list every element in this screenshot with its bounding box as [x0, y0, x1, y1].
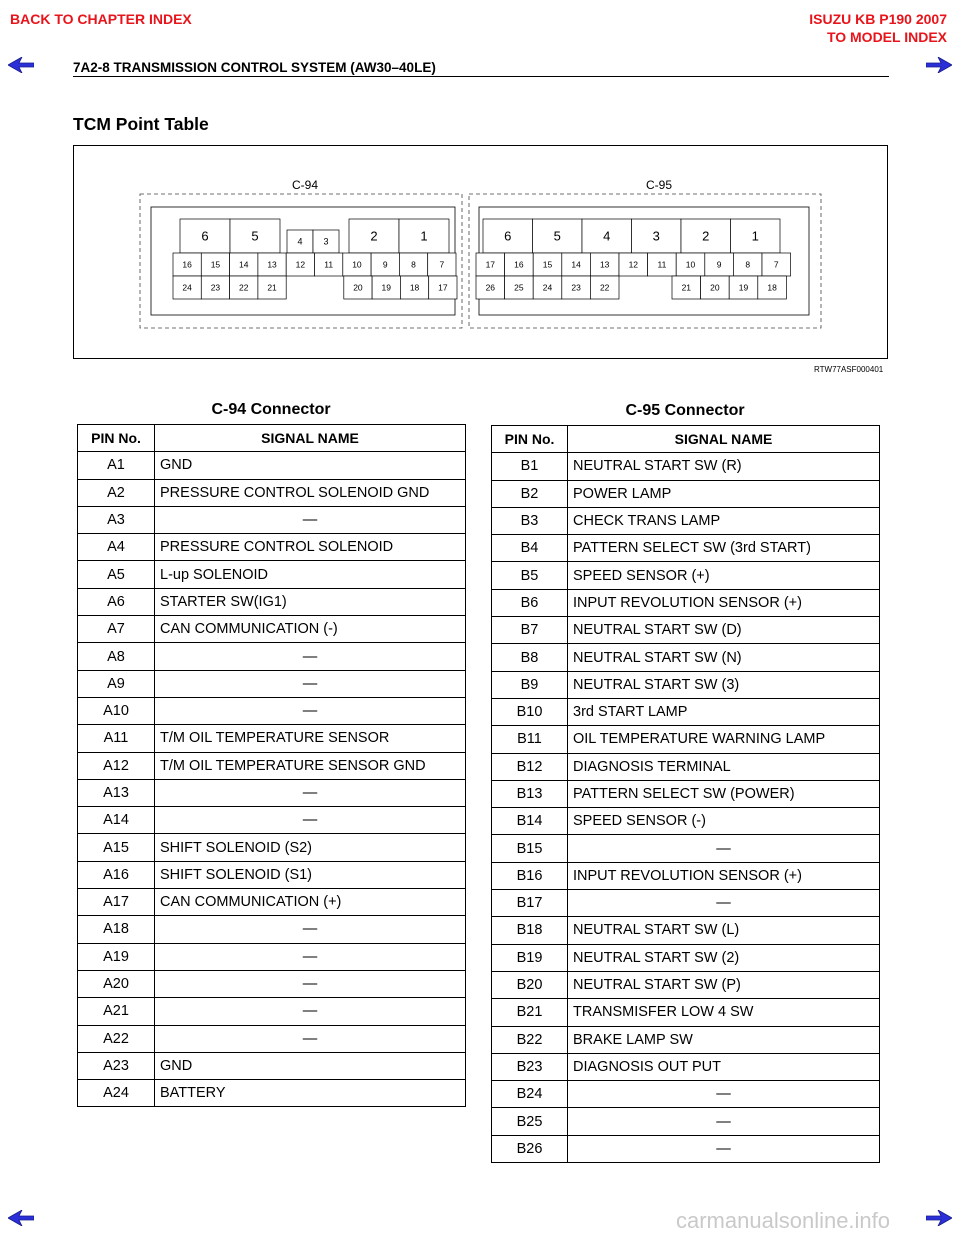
- table-row: [78, 834, 466, 861]
- connector-diagram: [73, 145, 888, 359]
- c94-pin-label: 9: [382, 259, 388, 270]
- c94-pin-label: 19: [381, 282, 391, 293]
- table-row: [492, 726, 880, 753]
- previous-page-arrow-bottom-icon[interactable]: [8, 1210, 34, 1226]
- c95-pin-label: 12: [628, 259, 639, 270]
- table-row: [78, 779, 466, 806]
- c95-pin-label: 18: [767, 282, 777, 293]
- pin-number: A20: [78, 970, 155, 997]
- pin-number: A17: [78, 889, 155, 916]
- table-row: [492, 507, 880, 534]
- c94-pin-label: 17: [438, 282, 448, 293]
- pin-number: A23: [78, 1052, 155, 1079]
- signal-name: PRESSURE CONTROL SOLENOID GND: [155, 479, 466, 506]
- table-row: [78, 752, 466, 779]
- pin-number: A21: [78, 998, 155, 1025]
- pin-number: B25: [492, 1108, 568, 1135]
- table-row: [492, 835, 880, 862]
- pin-number: B11: [492, 726, 568, 753]
- c94-pin-label: 22: [239, 282, 249, 293]
- table-row: [78, 561, 466, 588]
- c95-pin-label: 20: [710, 282, 720, 293]
- c94-pin-label: 16: [182, 259, 192, 270]
- pin-number: B23: [492, 1053, 568, 1080]
- pin-number: B9: [492, 671, 568, 698]
- signal-name: GND: [155, 1052, 466, 1079]
- c94-pin-label: 14: [239, 259, 249, 270]
- table-row: [78, 588, 466, 615]
- pin-number: A1: [78, 452, 155, 479]
- section-title: TCM Point Table: [73, 114, 209, 134]
- signal-name: TRANSMISFER LOW 4 SW: [568, 999, 880, 1026]
- signal-name: SPEED SENSOR (-): [568, 808, 880, 835]
- pin-number: A10: [78, 697, 155, 724]
- c94-pin-label: 5: [251, 228, 259, 244]
- signal-name: NEUTRAL START SW (R): [568, 453, 880, 480]
- signal-name: —: [568, 1135, 880, 1162]
- c94-pin-label: 15: [210, 259, 221, 270]
- signal-name: NEUTRAL START SW (3): [568, 671, 880, 698]
- signal-name: BRAKE LAMP SW: [568, 1026, 880, 1053]
- table-row: [492, 535, 880, 562]
- c95-col-signal: SIGNAL NAME: [568, 426, 880, 453]
- c95-pin-label: 25: [514, 282, 524, 293]
- table-row: [492, 480, 880, 507]
- pin-number: B21: [492, 999, 568, 1026]
- c95-pin-label: 8: [745, 259, 751, 270]
- pin-number: B10: [492, 698, 568, 725]
- pin-number: B13: [492, 780, 568, 807]
- table-row: [492, 971, 880, 998]
- signal-name: SHIFT SOLENOID (S1): [155, 861, 466, 888]
- pin-number: B12: [492, 753, 568, 780]
- c94-col-pin: PIN No.: [78, 425, 155, 452]
- watermark: carmanualsonline.info: [676, 1208, 891, 1233]
- pin-number: B20: [492, 971, 568, 998]
- c94-pin-layout: [173, 219, 457, 299]
- pin-number: B22: [492, 1026, 568, 1053]
- table-row: [492, 944, 880, 971]
- signal-name: PATTERN SELECT SW (3rd START): [568, 535, 880, 562]
- table-row: [78, 998, 466, 1025]
- pin-number: A19: [78, 943, 155, 970]
- table-row: [78, 697, 466, 724]
- signal-name: 3rd START LAMP: [568, 698, 880, 725]
- table-row: [492, 890, 880, 917]
- signal-name: —: [155, 943, 466, 970]
- table-row: [492, 1053, 880, 1080]
- c95-pin-label: 26: [485, 282, 496, 293]
- pin-number: A14: [78, 807, 155, 834]
- signal-name: INPUT REVOLUTION SENSOR (+): [568, 589, 880, 616]
- signal-name: DIAGNOSIS OUT PUT: [568, 1053, 880, 1080]
- c95-pin-label: 13: [599, 259, 610, 270]
- table-row: [492, 698, 880, 725]
- pin-number: A7: [78, 616, 155, 643]
- pin-number: B17: [492, 890, 568, 917]
- signal-name: —: [155, 506, 466, 533]
- signal-name: —: [155, 643, 466, 670]
- signal-name: POWER LAMP: [568, 480, 880, 507]
- pin-number: B16: [492, 862, 568, 889]
- pin-number: B14: [492, 808, 568, 835]
- connector-diagram-svg: [74, 146, 887, 358]
- c94-diagram-label: C-94: [291, 178, 319, 192]
- table-row: [78, 616, 466, 643]
- signal-name: —: [155, 697, 466, 724]
- c94-pin-label: 3: [323, 236, 329, 247]
- pin-number: B2: [492, 480, 568, 507]
- pin-number: A2: [78, 479, 155, 506]
- signal-name: —: [568, 1081, 880, 1108]
- c95-pin-label: 14: [571, 259, 581, 270]
- table-row: [78, 889, 466, 916]
- signal-name: —: [568, 1108, 880, 1135]
- c95-pin-label: 24: [542, 282, 553, 293]
- pin-number: B1: [492, 453, 568, 480]
- c95-diagram-label: C-95: [645, 178, 673, 192]
- c95-pin-table: [491, 425, 880, 1163]
- pin-number: B6: [492, 589, 568, 616]
- signal-name: OIL TEMPERATURE WARNING LAMP: [568, 726, 880, 753]
- c94-connector-caption: C-94 Connector: [211, 401, 331, 418]
- signal-name: NEUTRAL START SW (D): [568, 617, 880, 644]
- c95-pin-label: 5: [553, 228, 561, 244]
- c94-pin-label: 6: [201, 228, 209, 244]
- c95-pin-label: 7: [773, 259, 779, 270]
- c95-pin-label: 3: [652, 228, 660, 244]
- table-row: [78, 861, 466, 888]
- pin-number: B26: [492, 1135, 568, 1162]
- c95-pin-label: 6: [504, 228, 512, 244]
- signal-name: NEUTRAL START SW (N): [568, 644, 880, 671]
- c94-pin-label: 20: [353, 282, 363, 293]
- signal-name: NEUTRAL START SW (L): [568, 917, 880, 944]
- pin-number: B15: [492, 835, 568, 862]
- c95-pin-label: 2: [702, 228, 710, 244]
- table-row: [78, 643, 466, 670]
- c95-pin-label: 11: [657, 259, 667, 270]
- c94-pin-label: 11: [324, 259, 334, 270]
- c94-pin-label: 4: [297, 236, 303, 247]
- c95-pin-label: 4: [603, 228, 611, 244]
- signal-name: CAN COMMUNICATION (+): [155, 889, 466, 916]
- pin-number: A24: [78, 1080, 155, 1107]
- table-row: [492, 808, 880, 835]
- table-row: [492, 617, 880, 644]
- table-row: [492, 999, 880, 1026]
- c94-pin-table: [77, 424, 466, 1107]
- table-row: [492, 671, 880, 698]
- table-row: [78, 970, 466, 997]
- c94-pin-label: 2: [370, 228, 378, 244]
- signal-name: NEUTRAL START SW (P): [568, 971, 880, 998]
- c95-pin-layout: [476, 219, 791, 299]
- pin-number: A9: [78, 670, 155, 697]
- pin-number: A13: [78, 779, 155, 806]
- pin-number: B8: [492, 644, 568, 671]
- c95-pin-label: 16: [514, 259, 524, 270]
- table-row: [78, 670, 466, 697]
- next-page-arrow-icon[interactable]: [926, 57, 952, 73]
- table-row: [78, 1080, 466, 1107]
- signal-name: DIAGNOSIS TERMINAL: [568, 753, 880, 780]
- signal-name: NEUTRAL START SW (2): [568, 944, 880, 971]
- c95-pin-label: 1: [751, 228, 759, 244]
- table-row: [78, 1025, 466, 1052]
- table-row: [492, 589, 880, 616]
- c94-pin-label: 13: [267, 259, 277, 270]
- pin-number: B7: [492, 617, 568, 644]
- table-row: [78, 534, 466, 561]
- pin-number: A15: [78, 834, 155, 861]
- header-divider: [73, 76, 889, 77]
- signal-name: T/M OIL TEMPERATURE SENSOR GND: [155, 752, 466, 779]
- table-row: [492, 644, 880, 671]
- signal-name: L-up SOLENOID: [155, 561, 466, 588]
- pin-number: A22: [78, 1025, 155, 1052]
- pin-number: A16: [78, 861, 155, 888]
- c95-pin-label: 9: [716, 259, 722, 270]
- pin-number: A3: [78, 506, 155, 533]
- to-model-index-link[interactable]: TO MODEL INDEX: [826, 29, 947, 45]
- table-row: [78, 1052, 466, 1079]
- pin-number: A11: [78, 725, 155, 752]
- signal-name: —: [568, 890, 880, 917]
- table-row: [78, 479, 466, 506]
- pin-number: B19: [492, 944, 568, 971]
- pin-number: B24: [492, 1081, 568, 1108]
- table-row: [78, 943, 466, 970]
- c94-pin-label: 21: [267, 282, 277, 293]
- c94-pin-label: 12: [295, 259, 306, 270]
- signal-name: GND: [155, 452, 466, 479]
- page-header-title: 7A2-8 TRANSMISSION CONTROL SYSTEM (AW30–40LE): [73, 60, 436, 75]
- c95-connector-caption: C-95 Connector: [625, 402, 745, 419]
- pin-number: A18: [78, 916, 155, 943]
- table-row: [78, 452, 466, 479]
- table-row: [492, 753, 880, 780]
- c94-pin-label: 10: [352, 259, 362, 270]
- signal-name: —: [155, 970, 466, 997]
- c95-pin-label: 22: [599, 282, 610, 293]
- table-row: [492, 1135, 880, 1162]
- pin-number: A4: [78, 534, 155, 561]
- table-row: [78, 506, 466, 533]
- c94-pin-label: 24: [182, 282, 192, 293]
- pin-number: A12: [78, 752, 155, 779]
- signal-name: STARTER SW(IG1): [155, 588, 466, 615]
- signal-name: PRESSURE CONTROL SOLENOID: [155, 534, 466, 561]
- pin-number: B3: [492, 507, 568, 534]
- signal-name: —: [155, 807, 466, 834]
- signal-name: —: [155, 670, 466, 697]
- signal-name: T/M OIL TEMPERATURE SENSOR: [155, 725, 466, 752]
- table-row: [492, 917, 880, 944]
- pin-number: B18: [492, 917, 568, 944]
- signal-name: —: [568, 835, 880, 862]
- signal-name: SHIFT SOLENOID (S2): [155, 834, 466, 861]
- pin-number: B4: [492, 535, 568, 562]
- pin-number: A6: [78, 588, 155, 615]
- signal-name: BATTERY: [155, 1080, 466, 1107]
- table-row: [78, 807, 466, 834]
- signal-name: CAN COMMUNICATION (-): [155, 616, 466, 643]
- c95-pin-label: 19: [738, 282, 749, 293]
- signal-name: SPEED SENSOR (+): [568, 562, 880, 589]
- previous-page-arrow-icon[interactable]: [8, 57, 34, 73]
- pin-number: A5: [78, 561, 155, 588]
- table-row: [492, 1108, 880, 1135]
- signal-name: INPUT REVOLUTION SENSOR (+): [568, 862, 880, 889]
- c95-col-pin: PIN No.: [492, 426, 568, 453]
- table-row: [492, 780, 880, 807]
- pin-number: B5: [492, 562, 568, 589]
- c95-pin-label: 10: [685, 259, 696, 270]
- c95-pin-label: 17: [485, 259, 496, 270]
- table-row: [492, 1026, 880, 1053]
- c94-pin-label: 18: [409, 282, 420, 293]
- signal-name: —: [155, 1025, 466, 1052]
- pin-number: A8: [78, 643, 155, 670]
- model-title-link[interactable]: ISUZU KB P190 2007: [809, 11, 947, 27]
- c94-col-signal: SIGNAL NAME: [155, 425, 466, 452]
- signal-name: PATTERN SELECT SW (POWER): [568, 780, 880, 807]
- c95-pin-label: 15: [542, 259, 553, 270]
- figure-id: RTW77ASF000401: [814, 365, 884, 374]
- signal-name: —: [155, 916, 466, 943]
- table-row: [78, 916, 466, 943]
- table-row: [492, 562, 880, 589]
- table-row: [78, 725, 466, 752]
- c95-pin-label: 21: [681, 282, 692, 293]
- back-to-chapter-index-link[interactable]: BACK TO CHAPTER INDEX: [10, 11, 192, 27]
- c94-pin-label: 1: [420, 228, 428, 244]
- c94-pin-label: 7: [439, 259, 445, 270]
- next-page-arrow-bottom-icon[interactable]: [926, 1210, 952, 1226]
- table-row: [492, 453, 880, 480]
- c95-pin-label: 23: [571, 282, 581, 293]
- signal-name: CHECK TRANS LAMP: [568, 507, 880, 534]
- signal-name: —: [155, 779, 466, 806]
- c94-pin-label: 8: [411, 259, 416, 270]
- table-row: [492, 862, 880, 889]
- table-row: [492, 1081, 880, 1108]
- c94-pin-label: 23: [210, 282, 221, 293]
- signal-name: —: [155, 998, 466, 1025]
